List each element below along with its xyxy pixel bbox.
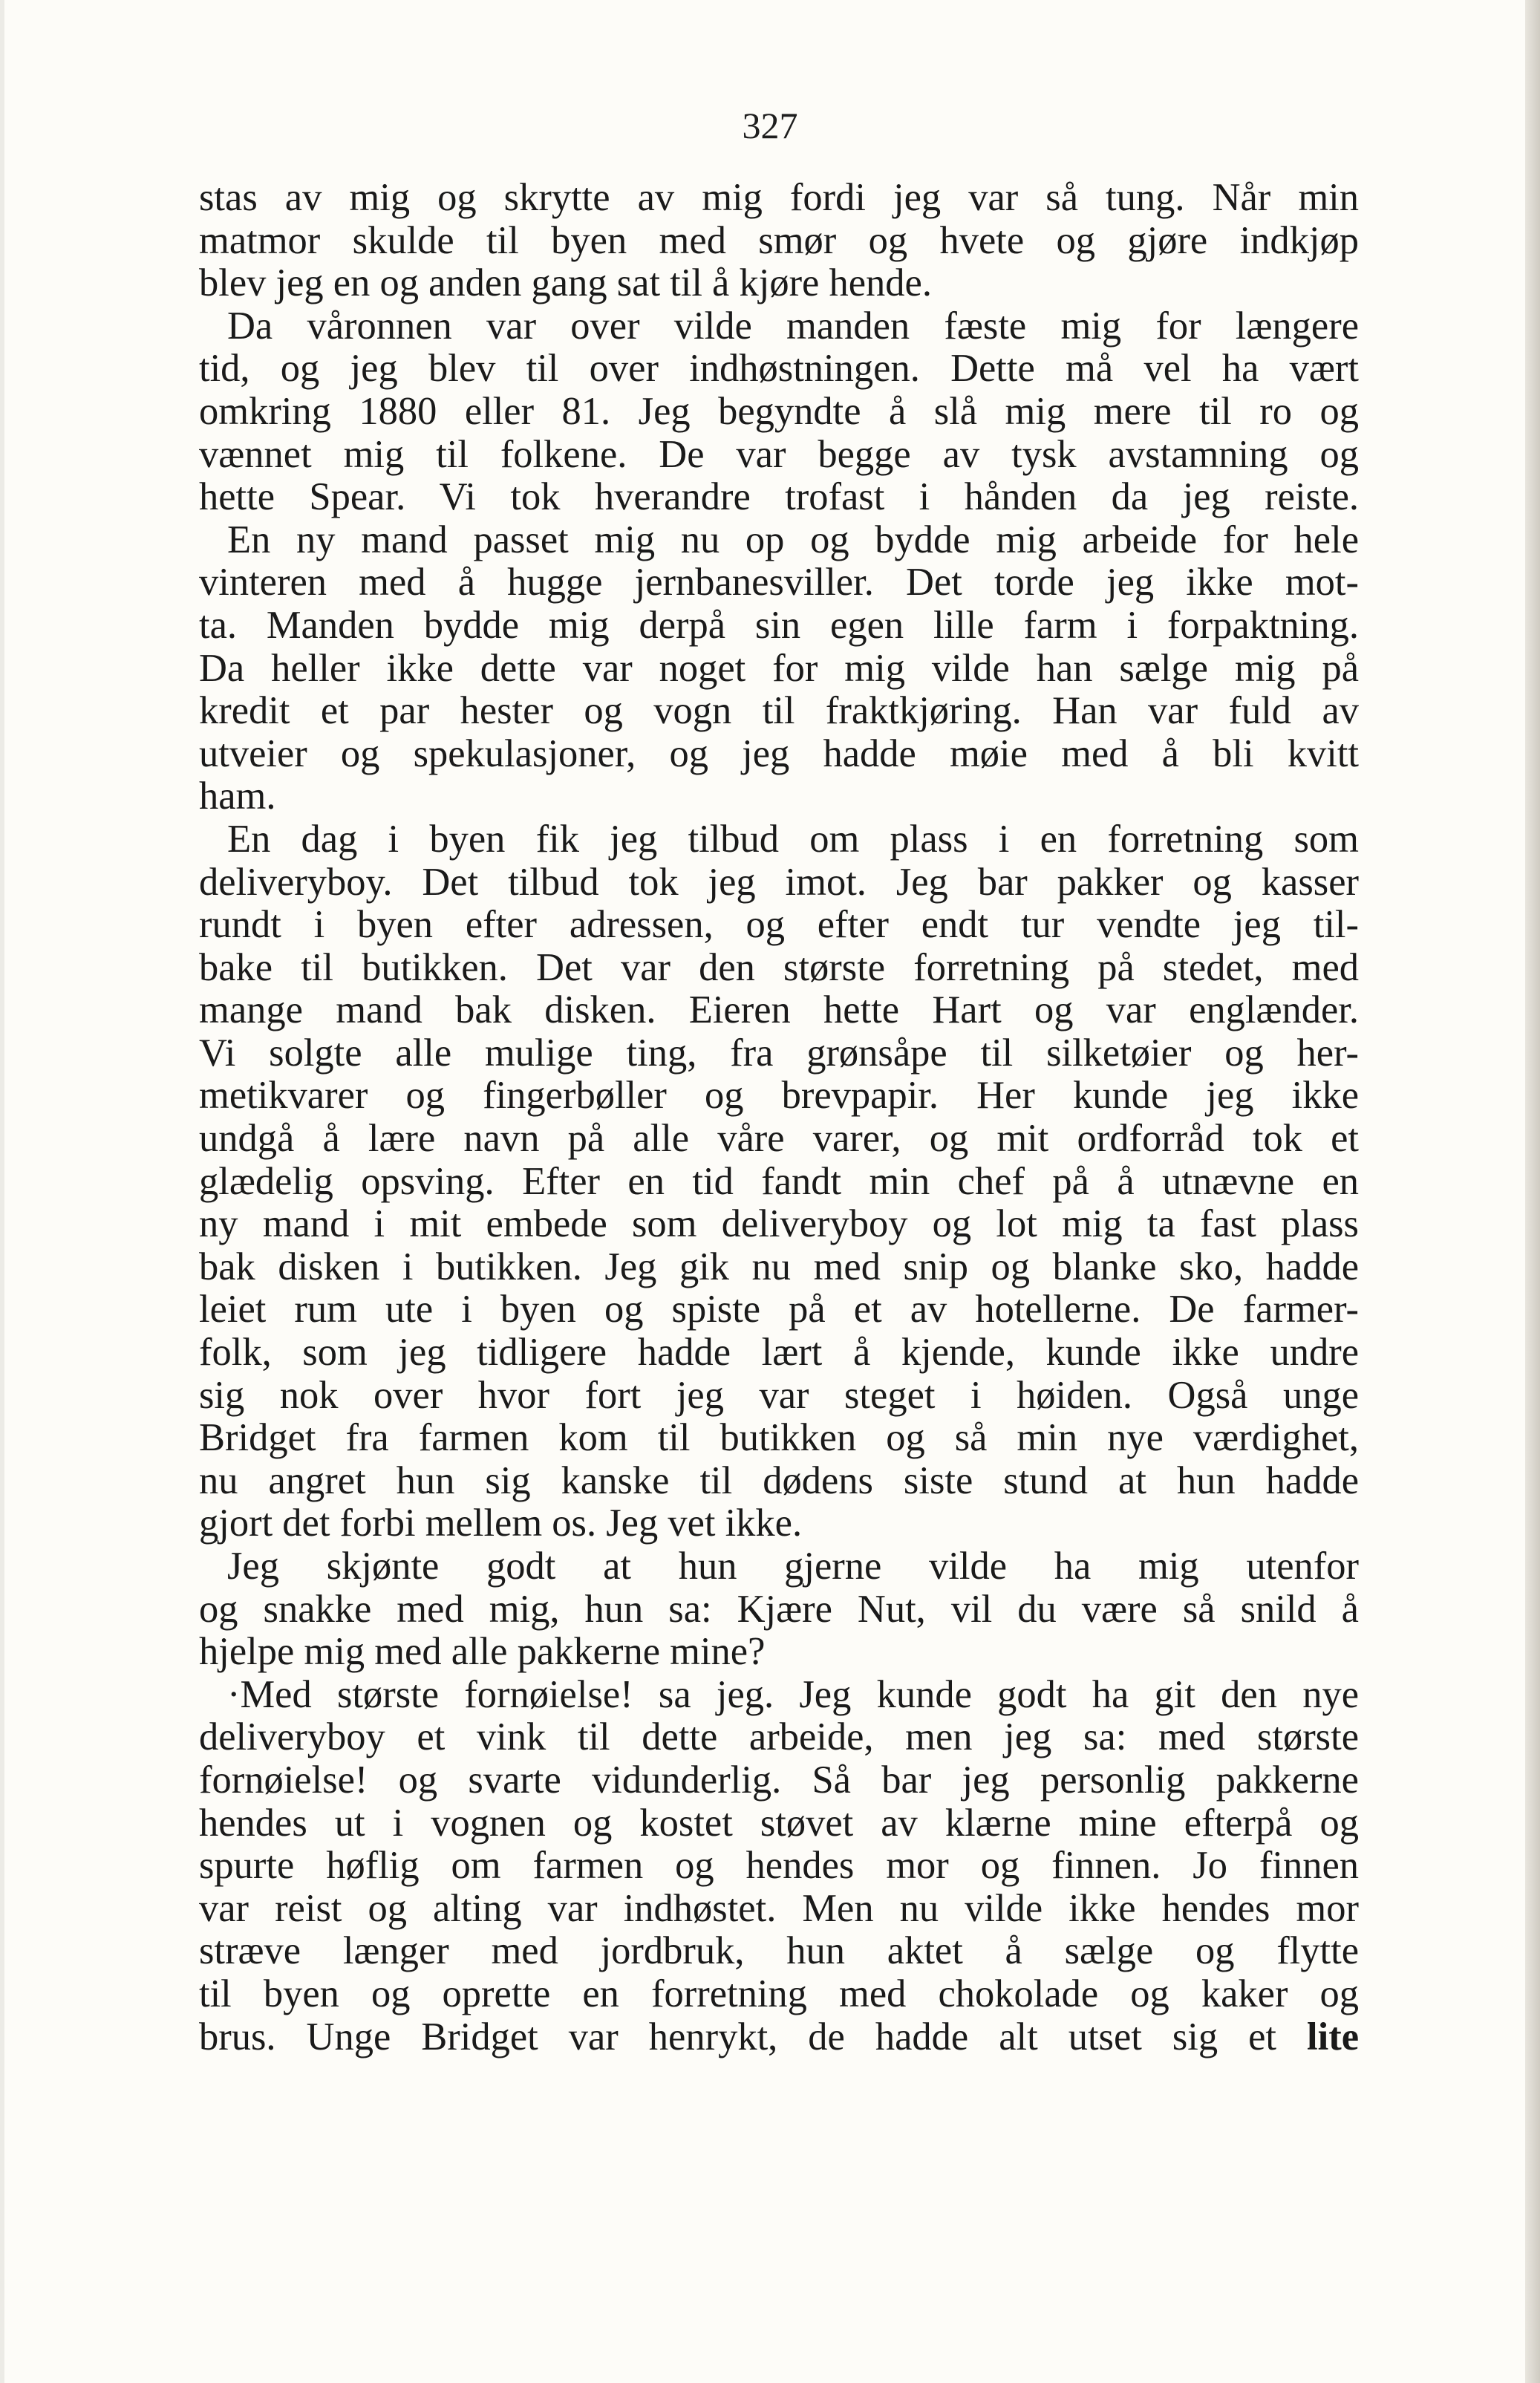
text-line-content: brus. Unge Bridget var henrykt, de hadde alt utset sig et bbox=[199, 2015, 1277, 2058]
text-line bbox=[199, 989, 1359, 1032]
text-line bbox=[199, 1460, 1359, 1503]
text-line-content: En dag i byen fik jeg tilbud om plass i en forretning som bbox=[227, 817, 1359, 861]
text-line bbox=[199, 648, 1359, 691]
text-line bbox=[199, 1032, 1359, 1075]
text-line bbox=[199, 1203, 1359, 1246]
text-line bbox=[199, 1246, 1359, 1289]
text-line bbox=[199, 690, 1359, 733]
text-line-content: ham. bbox=[199, 775, 276, 818]
text-line-content: Bridget fra farmen kom til butikken og så min nye værdighet, bbox=[199, 1416, 1359, 1460]
text-line-content: ta. Manden bydde mig derpå sin egen lille farm i forpaktning. bbox=[199, 603, 1359, 647]
text-line bbox=[199, 434, 1359, 477]
text-line-content: var reist og alting var indhøstet. Men nu vilde ikke hendes mor bbox=[199, 1886, 1359, 1930]
text-line-content: Vi solgte alle mulige ting, fra grønsåpe til silketøier og her- bbox=[199, 1031, 1359, 1075]
text-line bbox=[199, 519, 1359, 562]
text-line-content: fornøielse! og svarte vidunderlig. Så bar jeg personlig pakkerne bbox=[199, 1758, 1359, 1802]
text-line bbox=[199, 818, 1359, 861]
page-right-edge bbox=[1525, 0, 1540, 2383]
text-line-content: Jeg skjønte godt at hun gjerne vilde ha mig utenfor bbox=[227, 1545, 1359, 1588]
text-line-content: til byen og oprette en forretning med chokolade og kaker og bbox=[199, 1972, 1359, 2015]
text-line-content: utveier og spekulasjoner, og jeg hadde møie med å bli kvitt bbox=[199, 731, 1359, 775]
text-line bbox=[199, 1716, 1359, 1759]
text-line bbox=[199, 177, 1359, 220]
text-line-content: leiet rum ute i byen og spiste på et av hotellerne. De farmer- bbox=[199, 1288, 1359, 1331]
text-line-content: hette Spear. Vi tok hverandre trofast i hånden da jeg reiste. bbox=[199, 475, 1359, 519]
text-line-content: bake til butikken. Det var den største forretning på stedet, med bbox=[199, 945, 1359, 989]
text-line-content: glædelig opsving. Efter en tid fandt min chef på å utnævne en bbox=[199, 1159, 1359, 1203]
text-line-content: ny mand i mit embede som deliveryboy og lot mig ta fast plass bbox=[199, 1202, 1359, 1246]
text-line-content: gjort det forbi mellem os. Jeg vet ikke. bbox=[199, 1502, 803, 1545]
text-line-content: vænnet mig til folkene. De var begge av tysk avstamning og bbox=[199, 432, 1359, 476]
text-line-content: Da heller ikke dette var noget for mig vilde han sælge mig på bbox=[199, 646, 1359, 690]
text-line-content: matmor skulde til byen med smør og hvete og gjøre indkjøp bbox=[199, 218, 1359, 262]
text-line bbox=[199, 1930, 1359, 1973]
text-line bbox=[199, 262, 1359, 305]
text-line bbox=[199, 1973, 1359, 2016]
text-line-content: rundt i byen efter adressen, og efter endt tur vendte jeg til- bbox=[199, 903, 1359, 947]
body-text bbox=[199, 177, 1359, 2058]
text-line-content: Da våronnen var over vilde manden fæste mig for længere bbox=[227, 304, 1359, 348]
text-line-content: sig nok over hvor fort jeg var steget i høiden. Også unge bbox=[199, 1373, 1359, 1417]
text-line-content: folk, som jeg tidligere hadde lært å kjende, kunde ikke undre bbox=[199, 1331, 1359, 1375]
text-line bbox=[199, 904, 1359, 947]
text-line bbox=[199, 1161, 1359, 1204]
text-line bbox=[199, 1417, 1359, 1460]
text-line-content: hendes ut i vognen og kostet støvet av klærne mine efterpå og bbox=[199, 1801, 1359, 1845]
text-line bbox=[199, 1802, 1359, 1845]
text-line bbox=[199, 1502, 1359, 1545]
text-line bbox=[199, 561, 1359, 604]
text-line bbox=[199, 733, 1359, 776]
text-line bbox=[199, 947, 1359, 990]
text-line bbox=[199, 220, 1359, 263]
text-line bbox=[199, 1759, 1359, 1802]
text-line-content: omkring 1880 eller 81. Jeg begyndte å slå mig mere til ro og bbox=[199, 389, 1359, 433]
text-line bbox=[199, 861, 1359, 904]
text-line-content: mange mand bak disken. Eieren hette Hart og var englænder. bbox=[199, 988, 1359, 1032]
text-line bbox=[199, 348, 1359, 391]
text-line-content: og snakke med mig, hun sa: Kjære Nut, vil du være så snild å bbox=[199, 1587, 1359, 1631]
text-line-content: stræve længer med jordbruk, hun aktet å sælge og flytte bbox=[199, 1929, 1359, 1973]
page-number: 327 bbox=[742, 105, 798, 146]
text-line bbox=[199, 1845, 1359, 1888]
text-line bbox=[199, 1674, 1359, 1717]
text-line-content: deliveryboy et vink til dette arbeide, men jeg sa: med største bbox=[199, 1715, 1359, 1759]
text-line bbox=[199, 476, 1359, 519]
text-line bbox=[199, 1118, 1359, 1161]
text-line-content: hjelpe mig med alle pakkerne mine? bbox=[199, 1630, 766, 1674]
text-line-content: bak disken i butikken. Jeg gik nu med snip og blanke sko, hadde bbox=[199, 1245, 1359, 1288]
text-line-content: blev jeg en og anden gang sat til å kjøre hende. bbox=[199, 261, 932, 305]
text-line bbox=[199, 1888, 1359, 1931]
text-line-content: En ny mand passet mig nu op og bydde mig arbeide for hele bbox=[227, 518, 1359, 561]
text-line bbox=[199, 391, 1359, 434]
text-line-content: metikvarer og fingerbøller og brevpapir. Her kunde jeg ikke bbox=[199, 1074, 1359, 1118]
text-line bbox=[199, 1331, 1359, 1375]
text-line-content: nu angret hun sig kanske til dødens siste stund at hun hadde bbox=[199, 1458, 1359, 1502]
text-line-content: ·Med største fornøielse! sa jeg. Jeg kunde godt ha git den nye bbox=[227, 1672, 1359, 1716]
text-line bbox=[199, 1375, 1359, 1418]
text-line-content: kredit et par hester og vogn til fraktkjøring. Han var fuld av bbox=[199, 689, 1359, 733]
text-line bbox=[199, 1588, 1359, 1631]
page-left-edge bbox=[0, 0, 4, 2383]
text-line bbox=[199, 775, 1359, 818]
text-line-bold-word: lite bbox=[1307, 2015, 1360, 2058]
text-line bbox=[199, 1631, 1359, 1674]
text-line-content: deliveryboy. Det tilbud tok jeg imot. Jeg bar pakker og kasser bbox=[199, 860, 1359, 904]
text-line-content: tid, og jeg blev til over indhøstningen. Dette må vel ha vært bbox=[199, 347, 1359, 391]
text-line-content: stas av mig og skrytte av mig fordi jeg var så tung. Når min bbox=[199, 176, 1359, 219]
text-line-content: spurte høflig om farmen og hendes mor og finnen. Jo finnen bbox=[199, 1844, 1359, 1888]
text-line bbox=[199, 1288, 1359, 1331]
text-line-content: undgå å lære navn på alle våre varer, og mit ordforråd tok et bbox=[199, 1117, 1359, 1161]
text-line bbox=[199, 604, 1359, 648]
text-line-content: vinteren med å hugge jernbanesviller. Det torde jeg ikke mot- bbox=[199, 561, 1359, 604]
text-line bbox=[199, 305, 1359, 348]
text-line bbox=[199, 1545, 1359, 1588]
text-line bbox=[199, 1075, 1359, 1118]
text-line bbox=[199, 2016, 1359, 2059]
